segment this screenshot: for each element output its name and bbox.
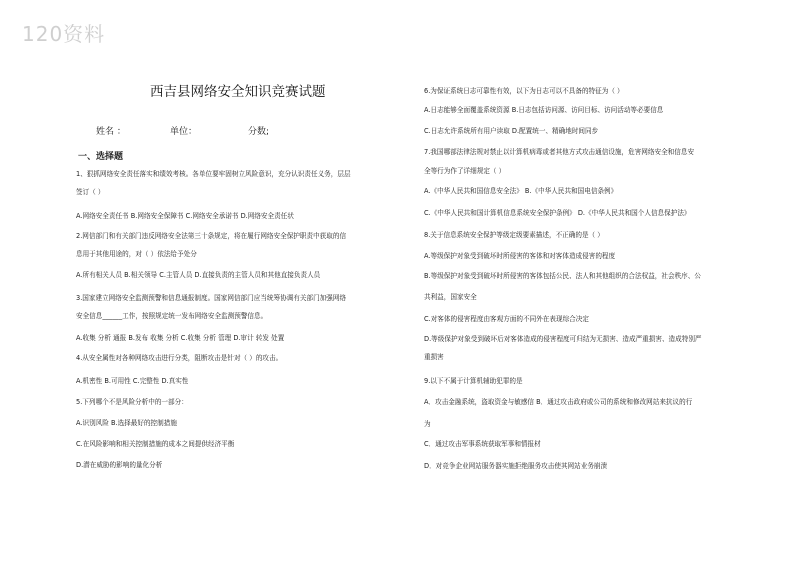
left-text-line: 5.下列哪个不是风险分析中的一部分： <box>76 398 188 406</box>
right-text-line: A．攻击金融系统，盗取资金与敏感信 B．通过攻击政府或公司的系统和修改网站来抗议的行 <box>424 398 693 406</box>
right-text-line: C.《中华人民共和国计算机信息系统安全保护条例》 D.《中华人民共和国个人信息保护法》 <box>424 209 691 217</box>
right-text-line: 6.为保证系统日志可靠性有效，以下为日志可以不具备的特征为（ ） <box>424 87 624 95</box>
left-text-line: 息用于其他用途的，对（ ）依法给予处分 <box>76 250 197 258</box>
right-text-line: 8.关于信息系统安全保护等级定级要素描述，不正确的是（ ） <box>424 231 604 239</box>
right-text-line: A.日志能够全面覆盖系统资源 B.日志包括访问源、访问目标、访问活动等必要信息 <box>424 106 664 114</box>
right-text-line: 为 <box>424 420 431 428</box>
unit-field-label: 单位： <box>170 127 198 137</box>
left-text-line: A.所有相关人员 B.相关领导 C.主管人员 D.直接负责的主管人员和其他直接负责人员 <box>76 271 321 279</box>
right-text-line: D．对竞争企业网站服务器实施拒绝服务攻击使其网站业务崩溃 <box>424 462 608 470</box>
left-text-line: 安全信息______工作，按照规定统一发布网络安全监测预警信息。 <box>76 312 268 320</box>
left-text-line: 1、狠抓网络安全责任落实和绩效考核。各单位要牢固树立风险意识，充分认识责任义务，层层 <box>76 170 351 178</box>
watermark: 120资料 <box>22 22 106 46</box>
left-text-line: A.网络安全责任书 B.网络安全保障书 C.网络安全承诺书 D.网络安全责任状 <box>76 212 294 220</box>
left-text-line: 3.国家建立网络安全监测预警和信息通报制度。国家网信部门应当统筹协调有关部门加强网络 <box>76 294 347 302</box>
right-text-line: A.《中华人民共和国信息安全法》 B.《中华人民共和国电信条例》 <box>424 187 618 195</box>
left-text-line: 2.网信部门和有关部门违反网络安全法第三十条规定，将在履行网络安全保护职责中获取的信 <box>76 232 347 240</box>
right-text-line: C．通过攻击军事系统获取军事和情报材 <box>424 440 541 448</box>
right-text-line: 7.我国哪部法律法规对禁止以计算机病毒或者其他方式攻击通信设施，危害网络安全和信息安 <box>424 148 695 156</box>
right-text-line: 共利益，国家安全 <box>424 293 477 301</box>
left-text-line: A.机密性 B.可用性 C.完整性 D.真实性 <box>76 377 189 385</box>
exam-title: 西吉县网络安全知识竞赛试题 <box>150 84 326 100</box>
name-field-label: 姓名 ： <box>96 127 126 137</box>
left-text-line: C.在风险影响和相关控制措施的成本之间提供经济平衡 <box>76 440 235 448</box>
right-text-line: B.等级保护对象受到破坏时所侵害的客体包括公民、法人和其他组织的合法权益，社会秩序、公 <box>424 272 701 280</box>
right-text-line: 9.以下不属于计算机辅助犯罪的是 <box>424 377 523 385</box>
left-text-line: 签订（ ） <box>76 188 105 196</box>
right-text-line: 全等行为作了详细规定（ ） <box>424 167 506 175</box>
right-text-line: C.对客体的侵害程度由客观方面的不同外在表现综合决定 <box>424 315 589 323</box>
left-text-line: A.收集 分析 通报 B.发布 收集 分析 C.收集 分析 管理 D.审计 转发 处置 <box>76 334 285 342</box>
right-text-line: 重损害 <box>424 353 444 361</box>
right-text-line: D.等级保护对象受到破坏后对客体造成的侵害程度可归结为无损害、造成严重损害、造成特别严 <box>424 335 702 343</box>
right-text-line: C.日志允许系统所有用户读取 D.配置统一、精确地时间同步 <box>424 127 599 135</box>
score-field-label: 分数; <box>248 127 270 137</box>
right-text-line: A.等级保护对象受到破坏时所侵害的客体和对客体造成侵害的程度 <box>424 252 616 260</box>
left-text-line: A.识别风险 B.选择最好的控制措施 <box>76 419 177 427</box>
left-text-line: 4.从安全属性对各种网络攻击进行分类，阻断攻击是针对（ ）的攻击。 <box>76 354 283 362</box>
left-text-line: D.潜在威胁的影响的量化分析 <box>76 461 163 469</box>
section-heading: 一、选择题 <box>78 152 124 162</box>
